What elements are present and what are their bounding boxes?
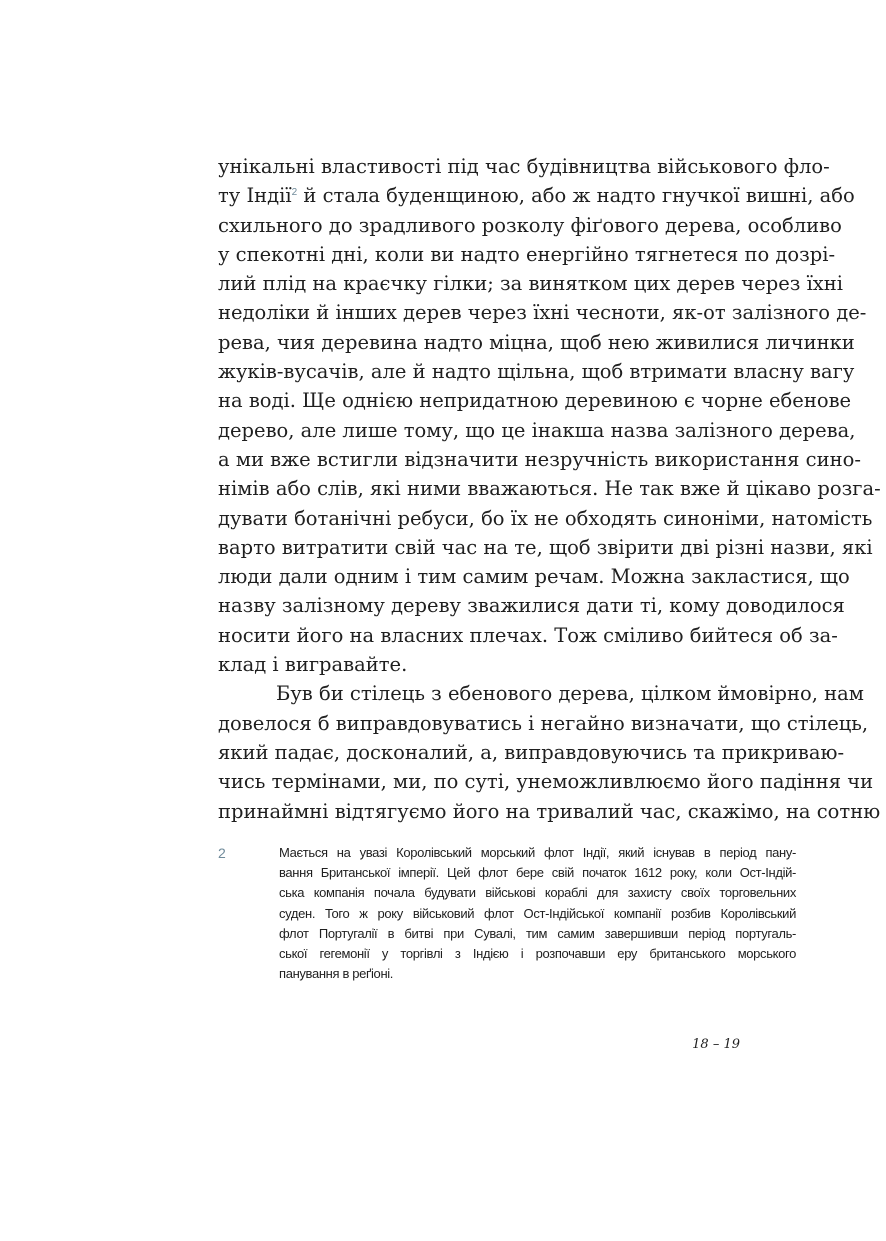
text-line: дерево, але лише тому, що це інакша назва залізного дерева, (218, 418, 856, 442)
text-line: варто витратити свій час на те, щоб звірити дві різні назви, які (218, 535, 873, 559)
text-line: Був би стілець з ебенового дерева, цілком ймовірно, нам (276, 682, 864, 706)
footnote-number: 2 (218, 845, 226, 861)
footnote-line: вання Британської імперії. Цей флот бере свій початок 1612 року, коли Ост-Індій- (279, 865, 796, 881)
text-line: німів або слів, які ними вважаються. Не так вже й цікаво розга- (218, 477, 881, 501)
text-line (218, 181, 855, 210)
footnote-reference[interactable]: 2 (291, 187, 298, 199)
text-line: у спекотні дні, коли ви надто енергійно тягнетеся по дозрі- (218, 242, 836, 266)
footnote-line: суден. Того ж року військовий флот Ост-Індійської компанії розбив Королівський (279, 905, 796, 921)
text-line: який падає, досконалий, а, виправдовуючись та прикриваю- (218, 740, 845, 764)
text-fragment: й стала буденщиною, або ж надто гнучкої вишні, або (303, 184, 855, 208)
text-line: назву залізному дереву зважилися дати ті, кому доводилося (218, 594, 845, 618)
footnote-line: панування в реґіоні. (279, 966, 394, 982)
text-line: на воді. Ще однією непридатною деревиною є чорне ебенове (218, 389, 852, 413)
text-line: а ми вже встигли відзначити незручність використання сино- (218, 447, 861, 471)
text-line: унікальні властивості під час будівництва військового фло- (218, 155, 830, 178)
text-line: недоліки й інших дерев через їхні чесноти, як-от залізного де- (218, 301, 867, 325)
text-line: схильного до зрадливого розколу фіґового дерева, особливо (218, 213, 842, 237)
page-number: 18 – 19 (692, 1037, 740, 1052)
text-line: носити його на власних плечах. Тож сміливо бийтеся об за- (218, 623, 838, 647)
text-line: дувати ботанічні ребуси, бо їх не обходять синоніми, натомість (218, 506, 873, 530)
footnote-line: ської гегемонії у торгівлі з Індією і розпочавши еру британського морського (279, 945, 796, 961)
footnote-text (279, 843, 796, 984)
text-line: рева, чия деревина надто міцна, щоб нею живилися личинки (218, 330, 855, 354)
text-line: жуків-вусачів, але й надто щільна, щоб втримати власну вагу (218, 360, 855, 384)
main-text (218, 152, 881, 826)
footnote-line: ська компанія почала будувати військові кораблі для захисту своїх торговельних (279, 885, 796, 901)
text-line: чись термінами, ми, по суті, унеможливлюємо його падіння чи (218, 770, 874, 794)
text-line: клад і вигравайте. (218, 653, 408, 677)
footnote-line: Мається на увазі Королівський морський флот Індії, який існував в період пану- (279, 845, 796, 860)
footnote-line: флот Португалії в битві при Сувалі, тим самим завершивши період португаль- (279, 925, 796, 941)
text-line: довелося б виправдовуватись і негайно визначати, що стілець, (218, 711, 869, 735)
text-line: принаймні відтягуємо його на тривалий час, скажімо, на сотню (218, 799, 881, 823)
text-fragment: ту Індії (218, 184, 292, 208)
text-line: люди дали одним і тим самим речам. Можна закластися, що (218, 565, 850, 589)
text-line: лий плід на краєчку гілки; за винятком цих дерев через їхні (218, 272, 844, 296)
